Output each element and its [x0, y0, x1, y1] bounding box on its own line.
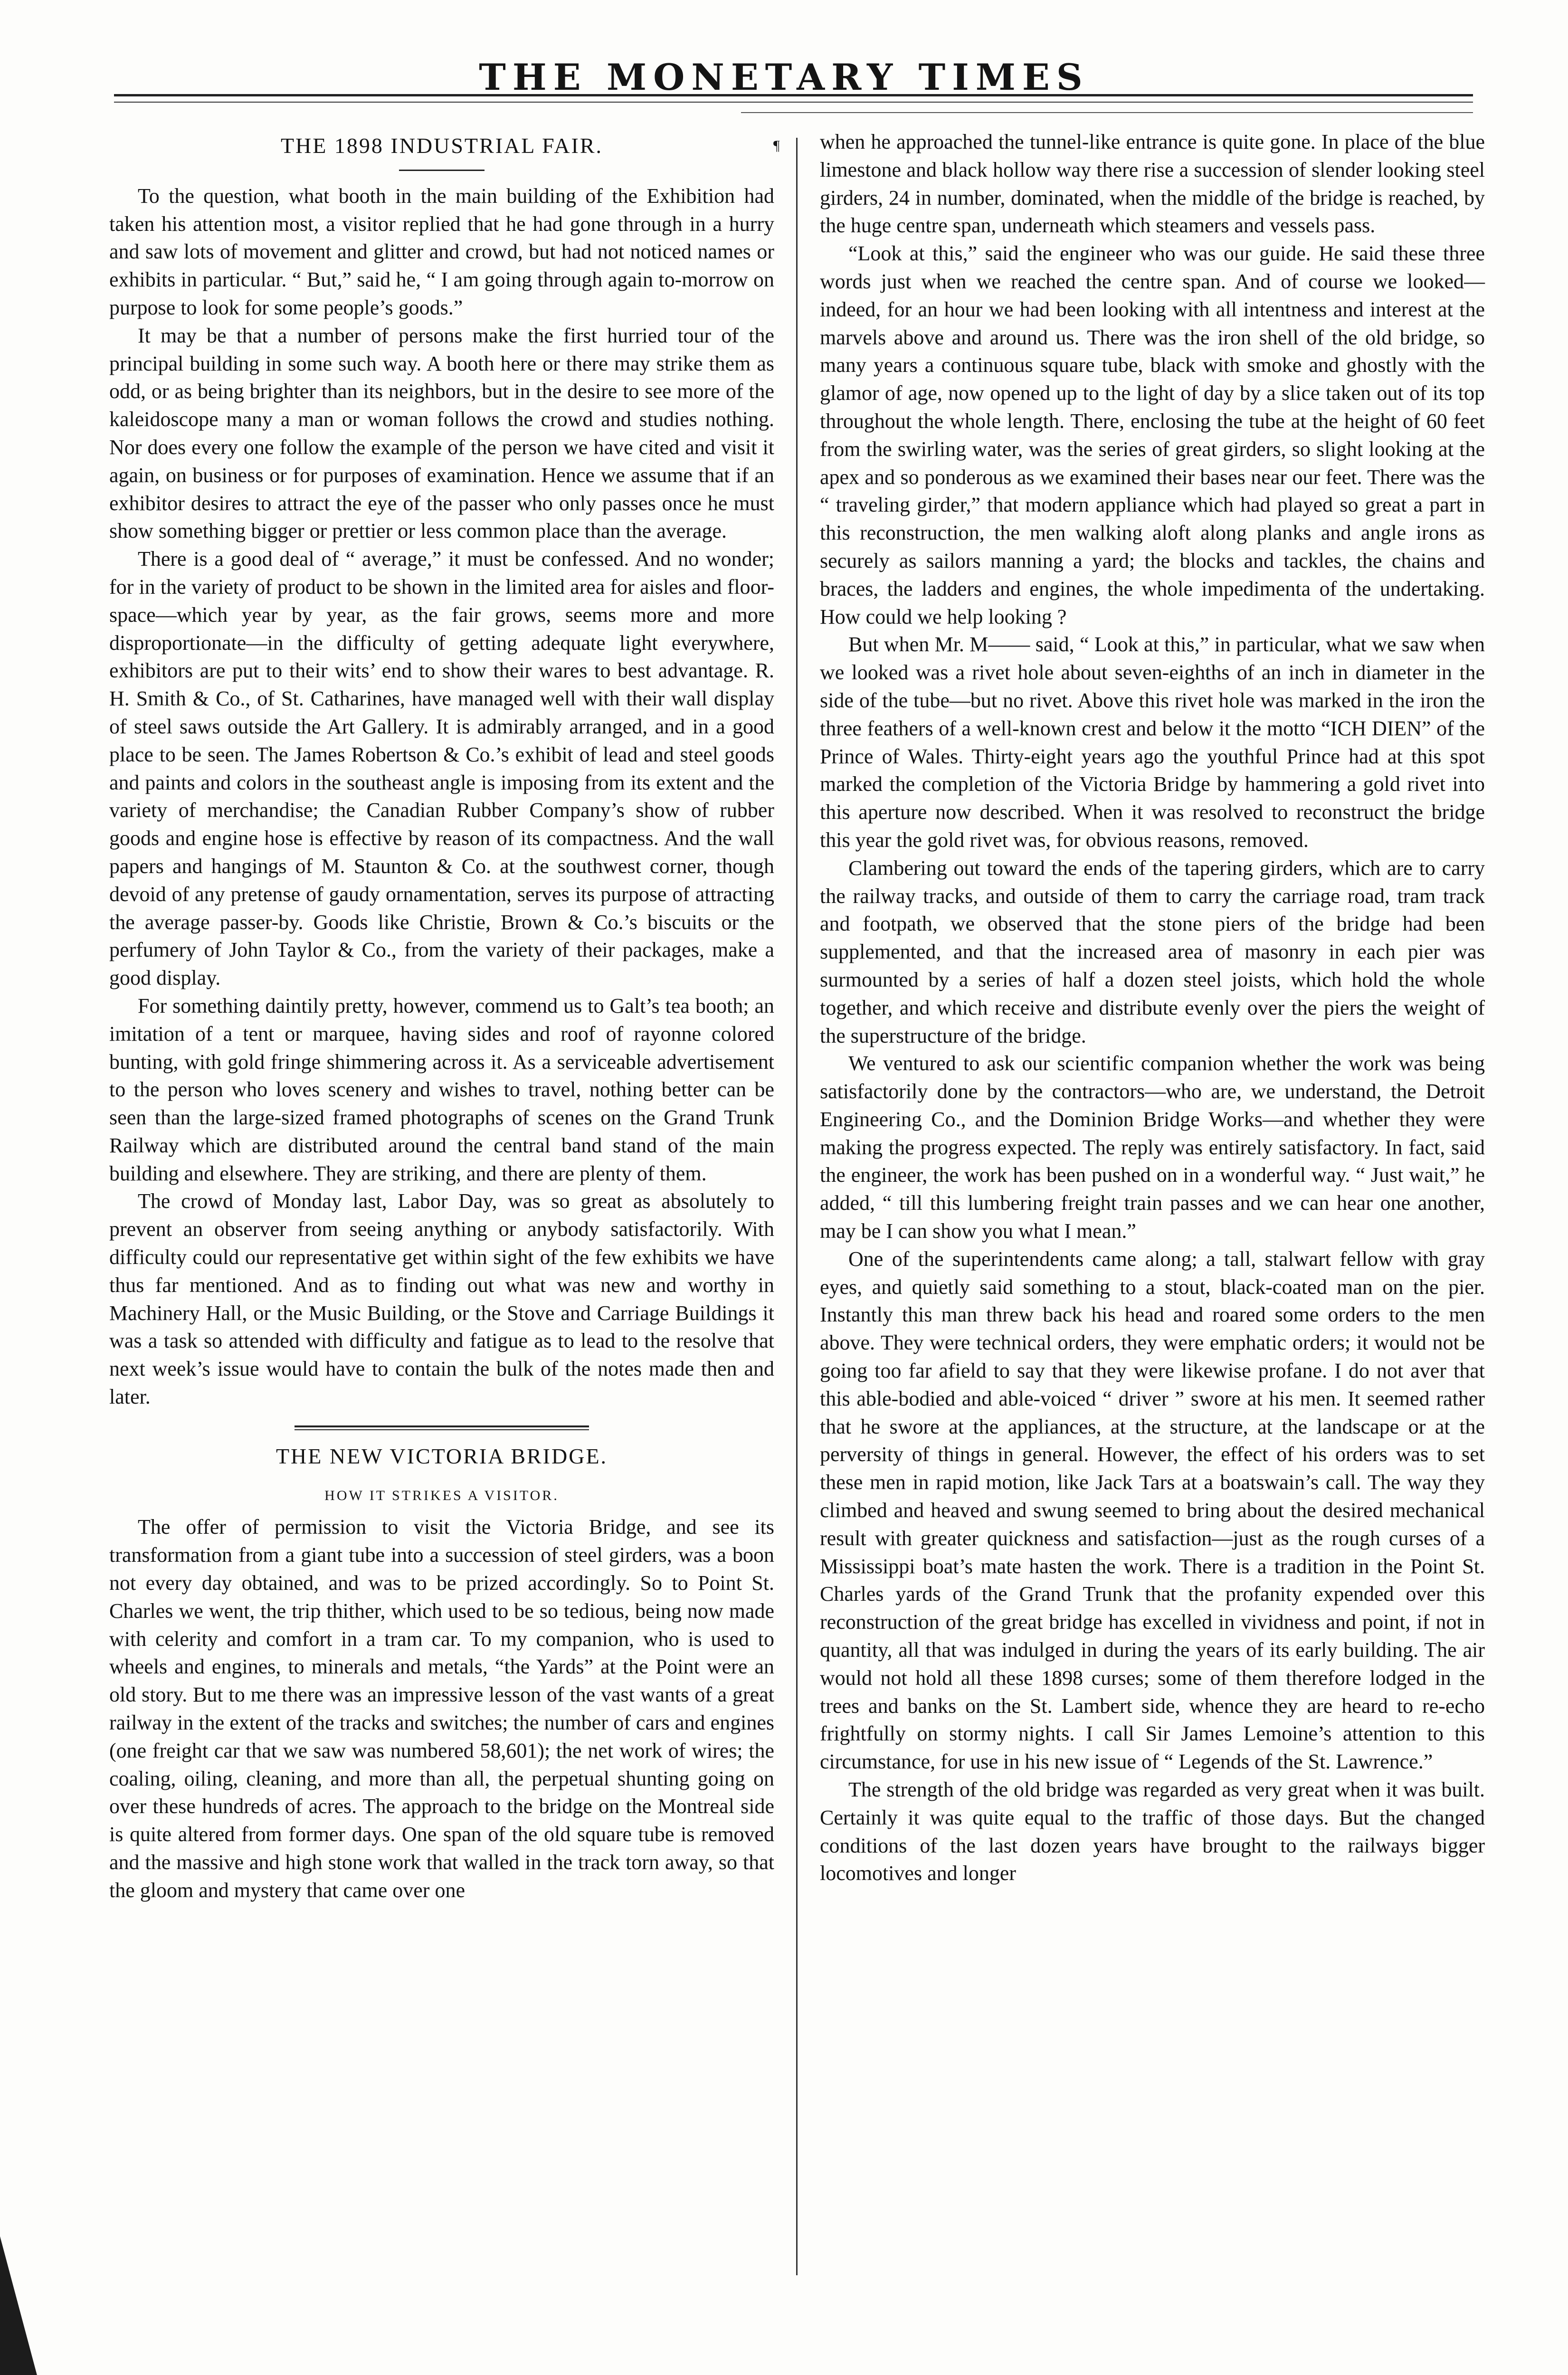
title-rule [399, 170, 485, 171]
article-title-industrial-fair: THE 1898 INDUSTRIAL FAIR. [280, 133, 603, 158]
paragraph: One of the superintendents came along; a tall, stalwart fellow with gray eyes, and quietly said something to a stout, black-coated man on the pier. Instantly this man threw back his head and roared some orders to the men above. They were technical orders, they were emphatic orders; it would not be going too far afield to say that they were likewise profane. I do not aver that this able-bodied and able-voiced “ driver ” swore at his men. It seemed rather that he swore at the appliances, at the structure, at the landscape or at the perversity of things in general. However, the effect of his orders was to set these men in rapid motion, like Jack Tars at a boatswain’s call. The way they climbed and heaved and swung seemed to bring about the desired mechanical result with greater quickness and satisfaction—just as the rough curses of a Mississippi boat’s mate hasten the work. There is a tradition in the Point St. Charles yards of the Grand Trunk that the profanity expended over this reconstruction of the great bridge has excelled in vividness and point, if not in quantity, all that was indulged in during the years of its early building. The air would not hold all these 1898 curses; some of them therefore lodged in the trees and banks on the St. Lambert side, whence they are heard to re-echo frightfully on stormy nights. I call Sir James Lemoine’s attention to this circumstance, for use in his new issue of “ Legends of the St. Lawrence.” [820, 1247, 1485, 1774]
margin-mark: ¶ [773, 138, 780, 153]
paragraph: The strength of the old bridge was regarded as very great when it was built. Certainly it was quite equal to the traffic of those days. But the changed conditions of the last dozen years have brought to the railways bigger locomotives and longer [820, 1778, 1485, 1885]
paragraph-continued: when he approached the tunnel-like entrance is quite gone. In place of the blue limestone and black hollow way there rise a succession of slender looking steel girders, 24 in number, dominated, when the middle of the bridge is reached, by the huge centre span, underneath which steamers and vessels pass. [820, 130, 1485, 238]
paragraph: “Look at this,” said the engineer who was our guide. He said these three words just when we reached the centre span. And of course we looked—indeed, for an hour we had been looking with all intentness and interest at the marvels above and around us. There was the iron shell of the old bridge, so many years a continuous square tube, black with smoke and ghostly with the glamor of age, now opened up to the light of day by a slice taken out of its top throughout the whole length. There, enclosing the tube at the height of 60 feet from the swirling water, was the series of great girders, so slight looking at the apex and so ponderous as we examined their bases near our feet. There was the “ traveling girder,” that modern appliance which had played so great a part in this reconstruction, the men walking aloft along planks and angle irons as securely as sailors manning a yard; the blocks and tackles, the chains and braces, the ladders and engines, the whole impedimenta of the undertaking. How could we help looking ? [820, 242, 1485, 628]
masthead-rule-thin [114, 102, 1473, 103]
article-subtitle: HOW IT STRIKES A VISITOR. [324, 1487, 559, 1503]
scan-edge-shadow [0, 2236, 38, 2375]
masthead-rule-right [741, 112, 1473, 113]
left-column [109, 128, 774, 1905]
paragraph: The offer of permission to visit the Victoria Bridge, and see its transformation from a giant tube into a succession of steel girders, was a boon not every day obtained, and was to be prized accordingly. So to Point St. Charles we went, the trip thither, which used to be so tedious, being now made with celerity and comfort in a tram car. To my companion, who is used to wheels and engines, to minerals and metals, “the Yards” at the Point were an old story. But to me there was an impressive lesson of the vast wants of a great railway in the extent of the tracks and switches; the number of cars and engines (one freight car that we saw was numbered 58,601); the net work of wires; the coaling, oiling, cleaning, and more than all, the perpetual shunting going on over these hundreds of acres. The approach to the bridge on the Montreal side is quite altered from former days. One span of the old square tube is removed and the massive and high stone work that walled in the track torn away, so that the gloom and mystery that came over one [109, 1515, 774, 1902]
paragraph: Clambering out toward the ends of the tapering girders, which are to carry the railway tracks, and outside of them to carry the carriage road, tram track and footpath, we observed that the stone piers of the bridge had been supplemented, and that the increased area of masonry in each pier was surmounted by a series of half a dozen steel joists, which hold the whole together, and which receive and distribute evenly over the piers the weight of the superstructure of the bridge. [820, 856, 1485, 1047]
paragraph: It may be that a number of persons make the first hurried tour of the principal building in some such way. A booth here or there may strike them as odd, or as being brighter than its neighbors, but in the desire to see more of the kaleidoscope many a man or woman follows the crowd and studies nothing. Nor does every one follow the example of the person we have cited and visit it again, on business or for purposes of examination. Hence we assume that if an exhibitor desires to attract the eye of the passer who only passes once he must show something bigger or prettier or less common place than the average. [109, 323, 774, 543]
paragraph: To the question, what booth in the main building of the Exhibition had taken his attention most, a visitor replied that he had gone through in a hurry and saw lots of movement and glitter and crowd, but had not noticed names or exhibits in particular. “ But,” said he, “ I am going through again to-morrow on purpose to look for some people’s goods.” [109, 184, 774, 319]
column-divider [796, 138, 798, 2275]
paragraph: We ventured to ask our scientific companion whether the work was being satisfactorily done by the contractors—who are, we understand, the Detroit Engineering Co., and the Dominion Bridge Works—and whether they were making the progress expected. The reply was entirely satisfactory. In fact, said the engineer, the work has been pushed on in a wonderful way. “ Just wait,” he added, “ till this lumbering freight train passes and we can hear one another, may be I can show you what I mean.” [820, 1052, 1485, 1243]
right-column [820, 128, 1485, 1888]
paragraph: But when Mr. M—— said, “ Look at this,” in particular, what we saw when we looked was a rivet hole about seven-eighths of an inch in diameter in the side of the tube—but no rivet. Above this rivet hole was marked in the iron the three feathers of a well-known crest and below it the motto “ICH DIEN” of the Prince of Wales. Thirty-eight years ago the youthful Prince had at this spot marked the completion of the Victoria Bridge by hammering a gold rivet into this aperture now described. When it was resolved to reconstruct the bridge this year the gold rivet was, for obvious reasons, removed. [820, 633, 1485, 852]
paragraph: For something daintily pretty, however, commend us to Galt’s tea booth; an imitation of a tent or marquee, having sides and roof of rayonne colored bunting, with gold fringe shimmering across it. As a serviceable advertisement to the person who loves scenery and wishes to travel, nothing better can be seen than the large-sized framed photographs of scenes on the Grand Trunk Railway which are distributed around the central band stand of the main building and elsewhere. They are striking, and there are plenty of them. [109, 994, 774, 1185]
paragraph: There is a good deal of “ average,” it must be confessed. And no wonder; for in the variety of product to be shown in the limited area for aisles and floor-space—which year by year, as the fair grows, seems more and more disproportionate—in the difficulty of getting adequate light everywhere, exhibitors are put to their wits’ end to show their wares to best advantage. R. H. Smith & Co., of St. Catharines, have managed well with their wall display of steel saws outside the Art Gallery. It is admirably arranged, and in a good place to be seen. The James Robertson & Co.’s exhibit of lead and steel goods and paints and colors in the southeast angle is imposing from its extent and the variety of merchandise; the Canadian Rubber Company’s show of rubber goods and engine hose is effective by reason of its compactness. And the wall papers and hangings of M. Staunton & Co. at the southwest corner, though devoid of any pretense of gaudy ornamentation, serves its purpose of attracting the average passer-by. Goods like Christie, Brown & Co.’s biscuits or the perfumery of John Taylor & Co., from the variety of their packages, make a good display. [109, 547, 774, 990]
paragraph: The crowd of Monday last, Labor Day, was so great as absolutely to prevent an observer from seeing anything or anybody satisfactorily. With difficulty could our representative get within sight of the few exhibits we have thus far mentioned. And as to finding out what was new and worthy in Machinery Hall, or the Music Building, or the Stove and Carriage Buildings it was a task so attended with difficulty and fatigue as to lead to the resolve that next week’s issue would have to contain the bulk of the notes made then and later. [109, 1189, 774, 1409]
masthead-title: THE MONETARY TIMES [479, 56, 1089, 98]
article-separator [295, 1425, 589, 1430]
masthead-rule-thick [114, 94, 1473, 96]
article-title-victoria-bridge: THE NEW VICTORIA BRIDGE. [276, 1444, 608, 1468]
